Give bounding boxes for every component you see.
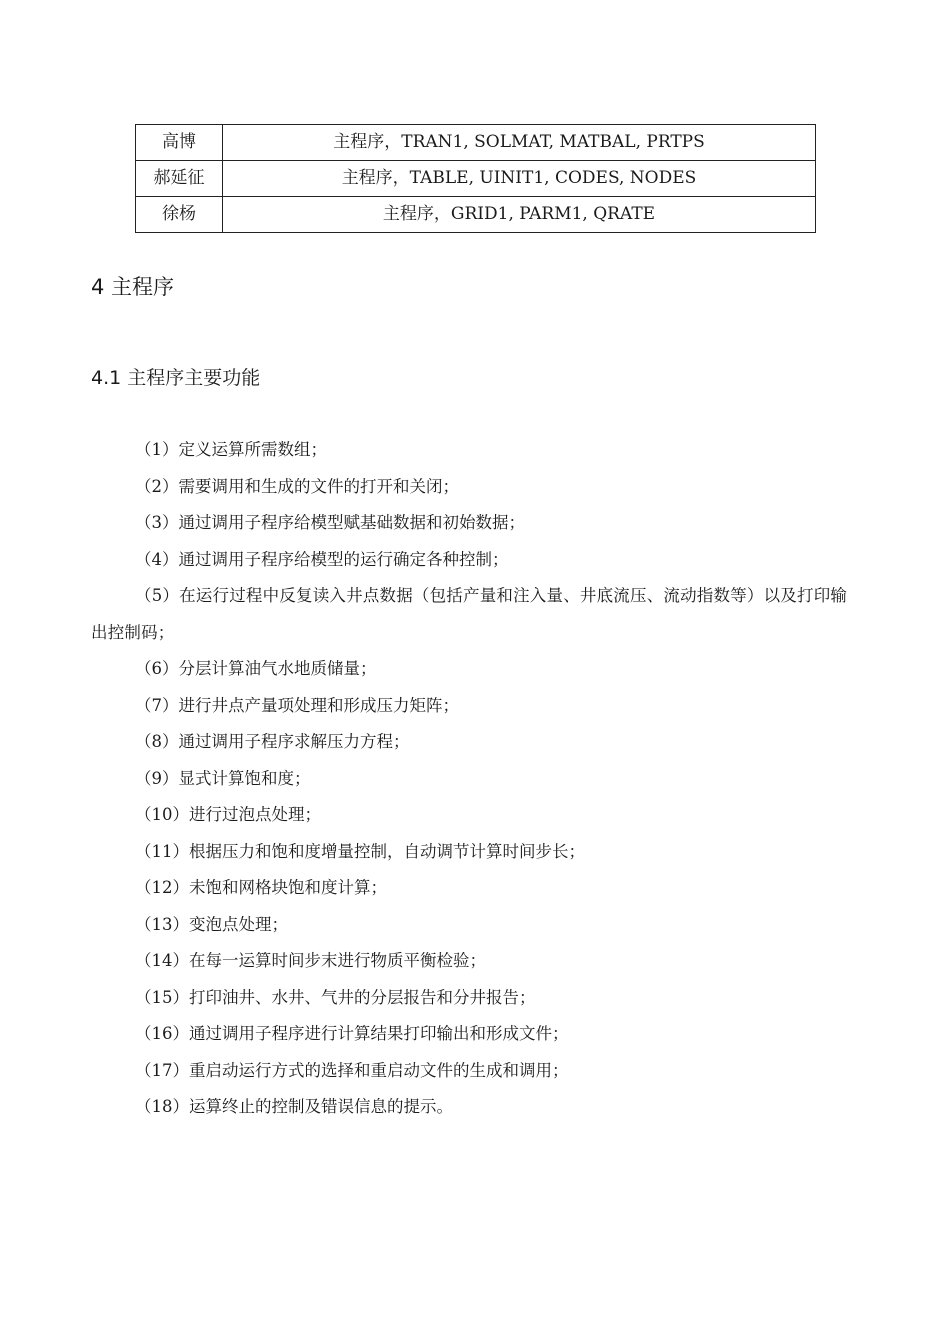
modules-cell: 主程序，TABLE, UINIT1, CODES, NODES (223, 161, 816, 197)
list-item: （17）重启动运行方式的选择和重启动文件的生成和调用； (135, 1060, 569, 1080)
table-row (136, 197, 816, 233)
member-name-cell: 高博 (136, 125, 223, 161)
list-item: （1）定义运算所需数组； (135, 440, 327, 459)
list-item: （10）进行过泡点处理； (135, 805, 321, 824)
list-item: （13）变泡点处理； (135, 914, 288, 934)
list-item: （7）进行井点产量项处理和形成压力矩阵； (135, 695, 459, 715)
assignment-table (135, 124, 816, 233)
table-row (136, 125, 816, 161)
list-item: （12）未饱和网格块饱和度计算； (135, 878, 387, 897)
table-row (136, 161, 816, 197)
subsection-heading: 4.1 主程序主要功能 (91, 367, 261, 389)
member-name-cell: 郝延征 (136, 161, 223, 197)
member-name-cell: 徐杨 (136, 197, 223, 233)
list-item: （6）分层计算油气水地质储量； (135, 659, 377, 678)
modules-cell: 主程序，TRAN1, SOLMAT, MATBAL, PRTPS (223, 125, 816, 161)
list-item: （3）通过调用子程序给模型赋基础数据和初始数据； (135, 513, 525, 532)
list-item: （16）通过调用子程序进行计算结果打印输出和形成文件； (135, 1024, 569, 1043)
list-item: （5）在运行过程中反复读入井点数据（包括产量和注入量、井底流压、流动指数等）以及打印输出控制码； (91, 586, 848, 642)
list-item: （15）打印油井、水井、气井的分层报告和分井报告； (135, 987, 536, 1007)
list-item: （2）需要调用和生成的文件的打开和关闭； (135, 476, 459, 496)
function-list (91, 432, 861, 1126)
list-item: （8）通过调用子程序求解压力方程； (135, 732, 410, 751)
list-item: （11）根据压力和饱和度增量控制，自动调节计算时间步长； (135, 841, 585, 861)
modules-cell: 主程序，GRID1, PARM1, QRATE (223, 197, 816, 233)
list-item: （9）显式计算饱和度； (135, 768, 311, 788)
list-item: （18）运算终止的控制及错误信息的提示。 (135, 1097, 453, 1116)
section-heading: 4 主程序 (91, 275, 175, 299)
list-item: （14）在每一运算时间步末进行物质平衡检验； (135, 951, 486, 970)
list-item: （4）通过调用子程序给模型的运行确定各种控制； (135, 549, 509, 569)
